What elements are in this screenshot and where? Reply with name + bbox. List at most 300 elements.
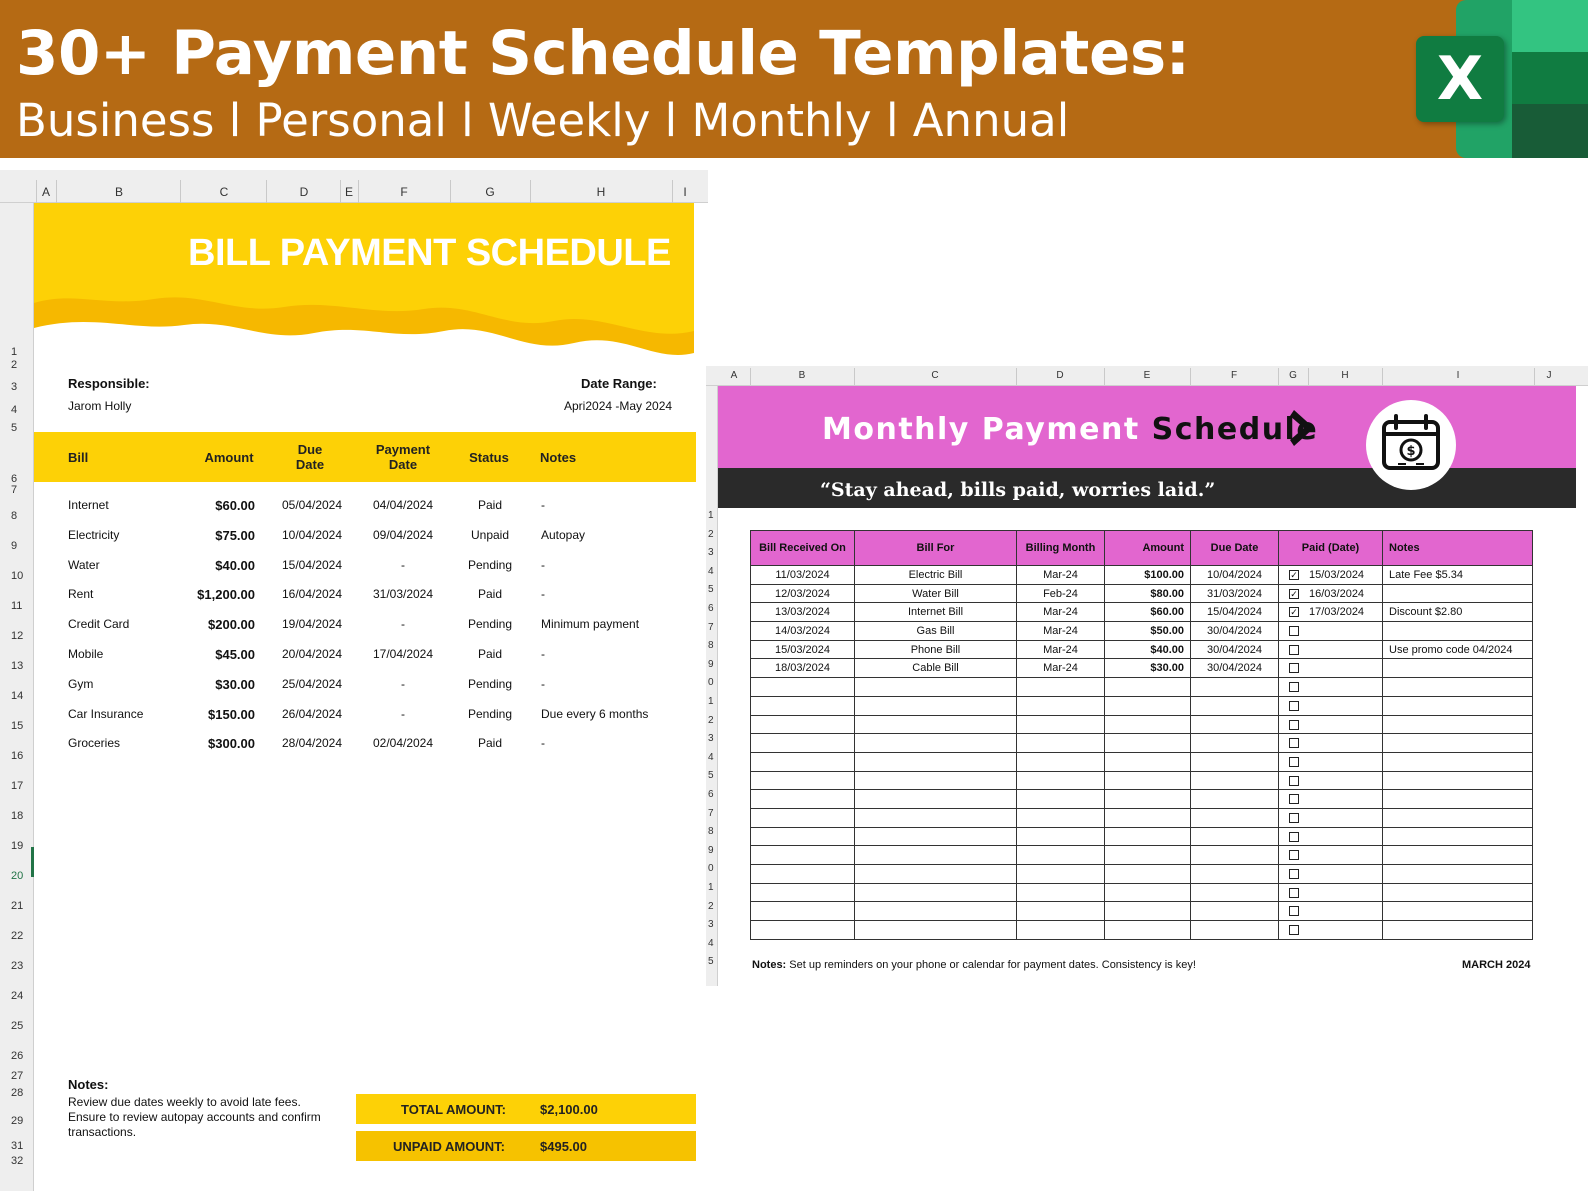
row-header[interactable]: 13 bbox=[11, 660, 24, 672]
bill-due-date-cell[interactable]: 05/04/2024 bbox=[281, 498, 343, 512]
notes-line[interactable]: transactions. bbox=[68, 1125, 137, 1139]
bill-for-cell[interactable] bbox=[855, 808, 1017, 827]
row-header[interactable]: 16 bbox=[11, 750, 24, 762]
bill-status-cell[interactable]: Pending bbox=[467, 557, 513, 572]
header-due-date: Due Date bbox=[1191, 531, 1279, 566]
bill-for-cell[interactable] bbox=[855, 827, 1017, 846]
bill-for-cell[interactable] bbox=[855, 883, 1017, 902]
bill-for-cell[interactable] bbox=[855, 678, 1017, 697]
bill-status-cell[interactable]: Pending bbox=[467, 706, 513, 721]
bill-name-cell[interactable]: Credit Card bbox=[68, 617, 130, 632]
bill-due-date-cell[interactable]: 10/04/2024 bbox=[281, 527, 343, 542]
bill-notes-cell[interactable]: Minimum payment bbox=[541, 617, 640, 632]
row-header[interactable]: 4 bbox=[708, 565, 714, 577]
bill-due-date-cell[interactable]: 25/04/2024 bbox=[281, 676, 343, 691]
billing-month-cell[interactable] bbox=[1017, 846, 1105, 865]
due-date-cell[interactable]: 15/04/2024 bbox=[1191, 603, 1279, 622]
due-date-cell[interactable] bbox=[1191, 678, 1279, 697]
notes-cell[interactable]: Discount $2.80 bbox=[1383, 603, 1533, 622]
date-range-value[interactable]: Apri2024 -May 2024 bbox=[564, 399, 673, 413]
amount-cell[interactable] bbox=[1105, 678, 1191, 697]
column-header[interactable]: B bbox=[798, 370, 806, 381]
checkbox-icon[interactable] bbox=[1289, 645, 1299, 655]
column-header[interactable]: C bbox=[219, 185, 229, 199]
bill-for-cell[interactable] bbox=[855, 921, 1017, 940]
bill-for-cell[interactable] bbox=[855, 902, 1017, 921]
row-header[interactable]: 3 bbox=[708, 547, 714, 559]
billing-month-cell[interactable] bbox=[1017, 771, 1105, 790]
received-date-cell[interactable]: 13/03/2024 bbox=[751, 603, 855, 622]
billing-month-cell[interactable]: Mar-24 bbox=[1017, 659, 1105, 678]
row-header[interactable]: 29 bbox=[11, 1115, 24, 1127]
column-header[interactable]: H bbox=[596, 185, 606, 199]
due-date-cell[interactable]: 10/04/2024 bbox=[1191, 566, 1279, 585]
payment-table-header bbox=[751, 531, 1533, 566]
unpaid-amount-value[interactable]: $495.00 bbox=[540, 1139, 587, 1154]
received-date-cell[interactable]: 14/03/2024 bbox=[751, 622, 855, 641]
bill-name-cell[interactable]: Groceries bbox=[68, 736, 121, 751]
bill-amount-cell[interactable]: $1,200.00 bbox=[197, 587, 255, 603]
column-header[interactable]: C bbox=[931, 370, 939, 381]
bill-notes-cell[interactable]: - bbox=[541, 736, 545, 751]
paid-date-cell bbox=[1279, 846, 1383, 865]
bill-for-cell[interactable]: Internet Bill bbox=[855, 603, 1017, 622]
column-header[interactable]: E bbox=[344, 185, 354, 199]
bill-status-cell[interactable]: Paid bbox=[477, 736, 503, 751]
due-date-cell[interactable] bbox=[1191, 902, 1279, 921]
bill-amount-cell[interactable]: $30.00 bbox=[215, 676, 255, 692]
bill-name-cell[interactable]: Internet bbox=[68, 498, 109, 512]
notes-cell[interactable] bbox=[1383, 883, 1533, 902]
column-header[interactable]: G bbox=[1289, 370, 1297, 381]
checkbox-icon[interactable] bbox=[1289, 906, 1299, 916]
notes-cell[interactable] bbox=[1383, 902, 1533, 921]
amount-cell[interactable] bbox=[1105, 902, 1191, 921]
received-date-cell[interactable] bbox=[751, 921, 855, 940]
billing-month-cell[interactable] bbox=[1017, 696, 1105, 715]
amount-cell[interactable]: $50.00 bbox=[1105, 622, 1191, 641]
bill-for-cell[interactable]: Cable Bill bbox=[855, 659, 1017, 678]
bill-amount-cell[interactable]: $200.00 bbox=[208, 617, 255, 633]
row-header[interactable]: 32 bbox=[11, 1155, 24, 1167]
bill-amount-cell[interactable]: $40.00 bbox=[215, 557, 255, 573]
responsible-value[interactable]: Jarom Holly bbox=[68, 399, 132, 413]
amount-cell[interactable] bbox=[1105, 696, 1191, 715]
bill-for-cell[interactable]: Electric Bill bbox=[855, 566, 1017, 585]
bill-notes-cell[interactable]: Autopay bbox=[541, 527, 586, 542]
billing-month-cell[interactable] bbox=[1017, 752, 1105, 771]
checkbox-checked-icon[interactable]: ✓ bbox=[1290, 607, 1298, 618]
row-header[interactable]: 9 bbox=[708, 658, 714, 670]
row-header[interactable]: 6 bbox=[708, 603, 714, 614]
bill-name-cell[interactable]: Car Insurance bbox=[68, 706, 144, 721]
received-date-cell[interactable] bbox=[751, 790, 855, 809]
row-header[interactable]: 0 bbox=[708, 677, 714, 689]
checkbox-checked-icon[interactable]: ✓ bbox=[1290, 570, 1298, 580]
bill-payment-date-cell[interactable]: 09/04/2024 bbox=[372, 527, 434, 542]
notes-cell[interactable] bbox=[1383, 808, 1533, 827]
billing-month-cell[interactable]: Mar-24 bbox=[1017, 640, 1105, 659]
bill-name-cell[interactable]: Electricity bbox=[68, 527, 120, 542]
checkbox-icon[interactable] bbox=[1289, 757, 1299, 767]
row-header[interactable]: 7 bbox=[708, 621, 714, 633]
billing-month-cell[interactable] bbox=[1017, 921, 1105, 940]
excel-logo-icon bbox=[1416, 0, 1588, 158]
bill-for-cell[interactable] bbox=[855, 696, 1017, 715]
notes-line[interactable]: Ensure to review autopay accounts and confirm bbox=[68, 1110, 321, 1124]
bill-amount-cell[interactable]: $300.00 bbox=[208, 736, 255, 752]
paid-date-cell bbox=[1279, 696, 1383, 715]
bill-status-cell[interactable]: Paid bbox=[477, 647, 503, 661]
received-date-cell[interactable]: 11/03/2024 bbox=[751, 566, 855, 585]
received-date-cell[interactable] bbox=[751, 865, 855, 884]
bill-payment-date-cell[interactable]: - bbox=[401, 706, 405, 721]
row-header[interactable]: 12 bbox=[11, 630, 24, 642]
row-header[interactable]: 2 bbox=[708, 714, 714, 726]
paid-date-cell bbox=[1279, 771, 1383, 790]
header-due-date: Due Date bbox=[295, 442, 325, 472]
bill-notes-cell[interactable]: - bbox=[541, 498, 545, 512]
notes-cell[interactable] bbox=[1383, 827, 1533, 846]
bill-for-cell[interactable] bbox=[855, 752, 1017, 771]
bill-status-cell[interactable]: Pending bbox=[467, 676, 513, 691]
column-header[interactable]: F bbox=[400, 185, 408, 199]
row-header[interactable]: 24 bbox=[11, 990, 24, 1002]
row-header[interactable]: 8 bbox=[708, 640, 714, 652]
checkbox-checked-icon[interactable]: ✓ bbox=[1290, 588, 1298, 599]
received-date-cell[interactable] bbox=[751, 808, 855, 827]
due-date-cell[interactable]: 31/03/2024 bbox=[1191, 584, 1279, 603]
bill-for-cell[interactable]: Phone Bill bbox=[855, 640, 1017, 659]
notes-cell[interactable] bbox=[1383, 659, 1533, 678]
paid-date-cell bbox=[1279, 603, 1383, 622]
row-header[interactable]: 22 bbox=[11, 930, 24, 942]
amount-cell[interactable] bbox=[1105, 715, 1191, 734]
row-header[interactable]: 4 bbox=[708, 937, 714, 949]
received-date-cell[interactable] bbox=[751, 696, 855, 715]
billing-month-cell[interactable] bbox=[1017, 808, 1105, 827]
row-header[interactable]: 1 bbox=[708, 882, 714, 893]
due-date-cell[interactable] bbox=[1191, 808, 1279, 827]
row-header[interactable]: 3 bbox=[708, 733, 714, 745]
billing-month-cell[interactable] bbox=[1017, 883, 1105, 902]
received-date-cell[interactable] bbox=[751, 846, 855, 865]
row-header[interactable]: 26 bbox=[11, 1050, 24, 1062]
column-headers bbox=[0, 170, 708, 203]
checkbox-icon[interactable] bbox=[1289, 701, 1299, 711]
billing-month-cell[interactable] bbox=[1017, 715, 1105, 734]
received-date-cell[interactable] bbox=[751, 715, 855, 734]
notes-cell[interactable] bbox=[1383, 715, 1533, 734]
billing-month-cell[interactable] bbox=[1017, 865, 1105, 884]
column-header[interactable]: A bbox=[730, 370, 738, 381]
bill-status-cell[interactable]: Unpaid bbox=[470, 527, 510, 542]
amount-cell[interactable]: $80.00 bbox=[1105, 584, 1191, 603]
row-header[interactable]: 1 bbox=[708, 510, 714, 521]
bill-name-cell[interactable]: Gym bbox=[68, 676, 94, 691]
amount-cell[interactable] bbox=[1105, 865, 1191, 884]
notes-cell[interactable] bbox=[1383, 865, 1533, 884]
checkbox-icon[interactable] bbox=[1289, 813, 1299, 823]
row-header[interactable]: 8 bbox=[708, 826, 714, 838]
bill-due-date-cell[interactable]: 16/04/2024 bbox=[281, 587, 343, 602]
column-header[interactable]: D bbox=[1056, 370, 1064, 381]
column-header[interactable]: I bbox=[683, 185, 687, 199]
notes-cell[interactable] bbox=[1383, 752, 1533, 771]
table-row bbox=[751, 584, 1533, 603]
received-date-cell[interactable] bbox=[751, 752, 855, 771]
paid-date-cell bbox=[1279, 827, 1383, 846]
checkbox-icon[interactable] bbox=[1289, 663, 1299, 673]
billing-month-cell[interactable] bbox=[1017, 678, 1105, 697]
checkbox-icon[interactable] bbox=[1289, 738, 1299, 748]
checkbox-icon[interactable] bbox=[1289, 776, 1299, 786]
row-header[interactable]: 1 bbox=[11, 346, 18, 358]
column-header[interactable]: D bbox=[299, 185, 309, 199]
column-header[interactable]: G bbox=[485, 185, 495, 199]
table-row bbox=[751, 566, 1533, 585]
bill-payment-date-cell[interactable]: 31/03/2024 bbox=[372, 587, 434, 602]
bill-for-cell[interactable] bbox=[855, 715, 1017, 734]
row-header[interactable]: 5 bbox=[708, 584, 714, 596]
row-header[interactable]: 17 bbox=[11, 780, 24, 792]
checkbox-icon[interactable] bbox=[1289, 720, 1299, 730]
checkbox-icon[interactable] bbox=[1289, 925, 1299, 935]
due-date-cell[interactable] bbox=[1191, 771, 1279, 790]
due-date-cell[interactable] bbox=[1191, 715, 1279, 734]
bill-status-cell[interactable]: Paid bbox=[477, 498, 503, 512]
row-header[interactable]: 4 bbox=[11, 404, 18, 416]
amount-cell[interactable]: $100.00 bbox=[1105, 566, 1191, 585]
bill-due-date-cell[interactable]: 20/04/2024 bbox=[281, 647, 343, 661]
amount-cell[interactable] bbox=[1105, 883, 1191, 902]
bill-due-date-cell[interactable]: 15/04/2024 bbox=[281, 557, 343, 572]
row-header[interactable]: 3 bbox=[708, 919, 714, 931]
row-header[interactable]: 27 bbox=[11, 1070, 24, 1082]
bill-payment-date-cell[interactable]: 02/04/2024 bbox=[372, 736, 434, 751]
row-header[interactable]: 10 bbox=[11, 570, 24, 582]
notes-cell[interactable]: Use promo code 04/2024 bbox=[1383, 640, 1533, 659]
received-date-cell[interactable]: 12/03/2024 bbox=[751, 584, 855, 603]
bill-notes-cell[interactable]: Due every 6 months bbox=[541, 706, 649, 721]
bill-for-cell[interactable] bbox=[855, 846, 1017, 865]
due-date-cell[interactable] bbox=[1191, 696, 1279, 715]
received-date-cell[interactable] bbox=[751, 883, 855, 902]
bill-for-cell[interactable]: Gas Bill bbox=[855, 622, 1017, 641]
amount-cell[interactable] bbox=[1105, 921, 1191, 940]
billing-month-cell[interactable] bbox=[1017, 734, 1105, 753]
column-header[interactable]: H bbox=[1341, 370, 1349, 381]
checkbox-icon[interactable] bbox=[1289, 832, 1299, 842]
table-row bbox=[751, 921, 1533, 940]
notes-cell[interactable] bbox=[1383, 622, 1533, 641]
notes-cell[interactable] bbox=[1383, 790, 1533, 809]
notes-cell[interactable] bbox=[1383, 846, 1533, 865]
row-header[interactable]: 4 bbox=[708, 751, 714, 763]
column-header[interactable]: B bbox=[114, 185, 124, 199]
billing-month-cell[interactable]: Feb-24 bbox=[1017, 584, 1105, 603]
bill-for-cell[interactable]: Water Bill bbox=[855, 584, 1017, 603]
amount-cell[interactable] bbox=[1105, 790, 1191, 809]
row-header[interactable]: 6 bbox=[708, 789, 714, 800]
row-header[interactable]: 5 bbox=[708, 770, 714, 782]
notes-cell[interactable] bbox=[1383, 734, 1533, 753]
received-date-cell[interactable]: 15/03/2024 bbox=[751, 640, 855, 659]
footer-notes-text[interactable]: Set up reminders on your phone or calendar for payment dates. Consistency is key! bbox=[786, 959, 1196, 971]
notes-cell[interactable]: Late Fee $5.34 bbox=[1383, 566, 1533, 585]
billing-month-cell[interactable]: Mar-24 bbox=[1017, 566, 1105, 585]
row-header[interactable]: 14 bbox=[11, 690, 24, 702]
bill-notes-cell[interactable]: - bbox=[541, 647, 545, 661]
column-header[interactable]: J bbox=[1546, 370, 1552, 381]
billing-month-cell[interactable] bbox=[1017, 790, 1105, 809]
amount-cell[interactable] bbox=[1105, 734, 1191, 753]
notes-cell[interactable] bbox=[1383, 678, 1533, 697]
bill-payment-date-cell[interactable]: 17/04/2024 bbox=[372, 647, 434, 661]
checkbox-icon[interactable] bbox=[1289, 869, 1299, 879]
received-date-cell[interactable]: 18/03/2024 bbox=[751, 659, 855, 678]
notes-cell[interactable] bbox=[1383, 696, 1533, 715]
amount-cell[interactable]: $60.00 bbox=[1105, 603, 1191, 622]
due-date-cell[interactable] bbox=[1191, 790, 1279, 809]
amount-cell[interactable] bbox=[1105, 808, 1191, 827]
bill-name-cell[interactable]: Rent bbox=[68, 587, 94, 602]
received-date-cell[interactable] bbox=[751, 902, 855, 921]
row-header[interactable]: 18 bbox=[11, 810, 24, 822]
received-date-cell[interactable] bbox=[751, 734, 855, 753]
bill-amount-cell[interactable]: $150.00 bbox=[208, 706, 255, 722]
amount-cell[interactable] bbox=[1105, 771, 1191, 790]
due-date-cell[interactable] bbox=[1191, 883, 1279, 902]
bill-amount-cell[interactable]: $45.00 bbox=[215, 647, 255, 662]
notes-cell[interactable] bbox=[1383, 771, 1533, 790]
row-header[interactable]: 2 bbox=[708, 900, 714, 912]
due-date-cell[interactable]: 30/04/2024 bbox=[1191, 640, 1279, 659]
row-header[interactable]: 20 bbox=[11, 870, 24, 882]
due-date-cell[interactable]: 30/04/2024 bbox=[1191, 659, 1279, 678]
bill-payment-date-cell[interactable]: - bbox=[401, 557, 405, 572]
sheet-title-dark: Schedule bbox=[1151, 412, 1319, 447]
column-header[interactable]: E bbox=[1143, 370, 1151, 381]
due-date-cell[interactable]: 30/04/2024 bbox=[1191, 622, 1279, 641]
row-header[interactable]: 2 bbox=[11, 359, 18, 371]
amount-cell[interactable] bbox=[1105, 827, 1191, 846]
bill-due-date-cell[interactable]: 28/04/2024 bbox=[281, 736, 343, 751]
row-header[interactable]: 25 bbox=[11, 1020, 24, 1032]
row-header[interactable]: 5 bbox=[11, 422, 18, 434]
billing-month-cell[interactable] bbox=[1017, 827, 1105, 846]
checkbox-icon[interactable] bbox=[1289, 850, 1299, 860]
row-header[interactable]: 31 bbox=[11, 1140, 24, 1152]
due-date-cell[interactable] bbox=[1191, 752, 1279, 771]
bill-name-cell[interactable]: Water bbox=[68, 557, 100, 572]
paid-date-value[interactable]: 15/03/2024 bbox=[1309, 569, 1365, 581]
row-header[interactable]: 7 bbox=[708, 807, 714, 819]
row-header[interactable]: 2 bbox=[708, 528, 714, 540]
due-date-cell[interactable] bbox=[1191, 865, 1279, 884]
paid-date-value[interactable]: 17/03/2024 bbox=[1309, 606, 1365, 619]
bill-name-cell[interactable]: Mobile bbox=[68, 647, 104, 661]
row-headers bbox=[0, 203, 34, 1191]
received-date-cell[interactable] bbox=[751, 771, 855, 790]
bill-payment-date-cell[interactable]: - bbox=[401, 676, 405, 691]
amount-cell[interactable] bbox=[1105, 846, 1191, 865]
row-header[interactable]: 9 bbox=[11, 540, 18, 552]
received-date-cell[interactable] bbox=[751, 827, 855, 846]
due-date-cell[interactable] bbox=[1191, 846, 1279, 865]
bill-due-date-cell[interactable]: 26/04/2024 bbox=[281, 706, 343, 721]
column-header[interactable]: F bbox=[1230, 370, 1238, 381]
bill-amount-cell[interactable]: $60.00 bbox=[215, 498, 255, 513]
received-date-cell[interactable] bbox=[751, 678, 855, 697]
total-amount-value[interactable]: $2,100.00 bbox=[540, 1102, 598, 1117]
row-header[interactable]: 6 bbox=[11, 473, 18, 485]
checkbox-icon[interactable] bbox=[1289, 794, 1299, 804]
bill-payment-date-cell[interactable]: 04/04/2024 bbox=[372, 498, 434, 512]
bill-status-cell[interactable]: Pending bbox=[467, 617, 513, 632]
bill-for-cell[interactable] bbox=[855, 865, 1017, 884]
bill-amount-cell[interactable]: $75.00 bbox=[215, 527, 255, 543]
due-date-cell[interactable] bbox=[1191, 734, 1279, 753]
row-header[interactable]: 0 bbox=[708, 863, 714, 875]
row-header[interactable]: 28 bbox=[11, 1087, 24, 1099]
notes-cell[interactable] bbox=[1383, 584, 1533, 603]
due-date-cell[interactable] bbox=[1191, 921, 1279, 940]
amount-cell[interactable]: $40.00 bbox=[1105, 640, 1191, 659]
bill-status-cell[interactable]: Paid bbox=[477, 587, 503, 602]
row-header[interactable]: 3 bbox=[11, 381, 18, 393]
column-header[interactable]: A bbox=[41, 185, 51, 199]
row-header[interactable]: 19 bbox=[11, 840, 24, 852]
row-header[interactable]: 9 bbox=[708, 844, 714, 856]
checkbox-icon[interactable] bbox=[1289, 682, 1299, 692]
bill-notes-cell[interactable]: - bbox=[541, 557, 545, 572]
header-bill-received: Bill Received On bbox=[751, 531, 855, 566]
row-header[interactable]: 1 bbox=[708, 696, 714, 707]
billing-month-cell[interactable] bbox=[1017, 902, 1105, 921]
column-header[interactable]: I bbox=[1456, 370, 1460, 381]
notes-line[interactable]: Review due dates weekly to avoid late fees. bbox=[68, 1095, 301, 1109]
checkbox-icon[interactable] bbox=[1289, 888, 1299, 898]
paid-date-value[interactable]: 16/03/2024 bbox=[1309, 587, 1365, 600]
bill-notes-cell[interactable]: - bbox=[541, 587, 545, 602]
row-header[interactable]: 23 bbox=[11, 960, 24, 972]
amount-cell[interactable] bbox=[1105, 752, 1191, 771]
bill-payment-date-cell[interactable]: - bbox=[401, 617, 405, 632]
amount-cell[interactable]: $30.00 bbox=[1105, 659, 1191, 678]
paid-date-cell bbox=[1279, 715, 1383, 734]
bill-for-cell[interactable] bbox=[855, 734, 1017, 753]
row-header[interactable]: 5 bbox=[708, 956, 714, 968]
table-row bbox=[751, 734, 1533, 753]
row-header[interactable]: 7 bbox=[11, 484, 18, 496]
row-header[interactable]: 15 bbox=[11, 720, 24, 732]
row-header[interactable]: 21 bbox=[11, 900, 24, 912]
bill-for-cell[interactable] bbox=[855, 790, 1017, 809]
header-notes: Notes bbox=[540, 450, 577, 465]
due-date-cell[interactable] bbox=[1191, 827, 1279, 846]
bill-notes-cell[interactable]: - bbox=[541, 676, 545, 691]
bill-due-date-cell[interactable]: 19/04/2024 bbox=[281, 617, 343, 632]
notes-cell[interactable] bbox=[1383, 921, 1533, 940]
row-header[interactable]: 11 bbox=[11, 600, 23, 612]
bill-for-cell[interactable] bbox=[855, 771, 1017, 790]
table-row bbox=[751, 696, 1533, 715]
row-header[interactable]: 8 bbox=[11, 510, 18, 522]
checkbox-icon[interactable] bbox=[1289, 626, 1299, 636]
billing-month-cell[interactable]: Mar-24 bbox=[1017, 622, 1105, 641]
billing-month-cell[interactable]: Mar-24 bbox=[1017, 603, 1105, 622]
